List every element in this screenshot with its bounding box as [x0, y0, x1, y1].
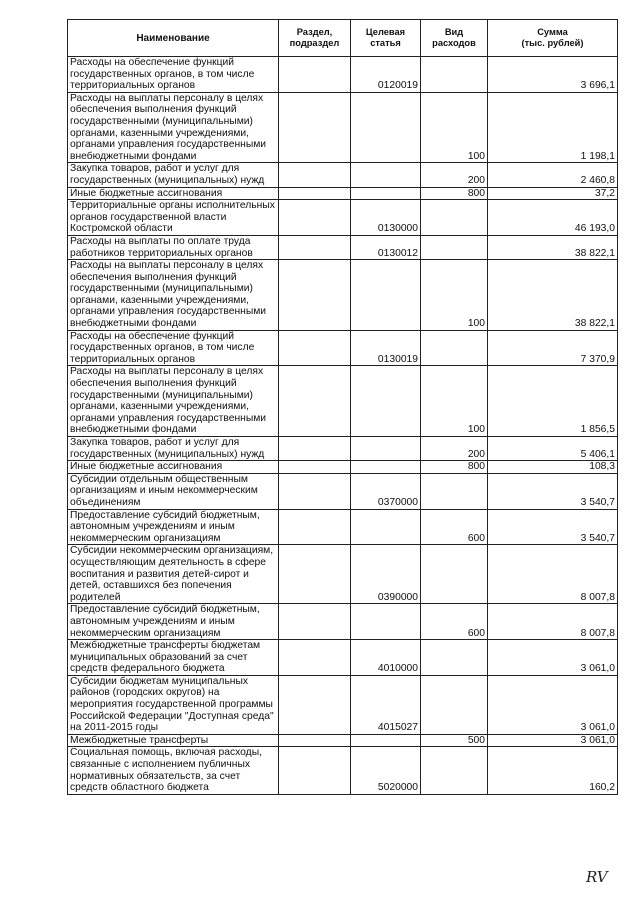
row-section-cell — [279, 604, 351, 640]
row-name-cell: Территориальные органы исполнительных органов государственной власти Костромской области — [68, 200, 279, 236]
row-article-cell — [351, 461, 421, 474]
row-name-cell: Межбюджетные трансферты — [68, 734, 279, 747]
row-section-cell — [279, 200, 351, 236]
row-article-cell: 4015027 — [351, 675, 421, 734]
row-expense-type-cell: 100 — [421, 92, 488, 163]
row-article-cell — [351, 92, 421, 163]
table-row — [68, 260, 618, 331]
row-section-cell — [279, 640, 351, 676]
row-article-cell: 4010000 — [351, 640, 421, 676]
table-row — [68, 330, 618, 366]
row-name-cell: Закупка товаров, работ и услуг для государственных (муниципальных) нужд — [68, 437, 279, 461]
row-expense-type-cell — [421, 235, 488, 259]
row-section-cell — [279, 509, 351, 545]
header-amount — [488, 20, 618, 57]
row-amount-cell: 37,2 — [488, 187, 618, 200]
row-amount-cell: 46 193,0 — [488, 200, 618, 236]
row-section-cell — [279, 366, 351, 437]
row-name-cell: Межбюджетные трансферты бюджетам муниципальных образований за счет средств федерального бюджета — [68, 640, 279, 676]
row-article-cell — [351, 260, 421, 331]
row-article-cell — [351, 366, 421, 437]
row-section-cell — [279, 235, 351, 259]
table-body — [68, 57, 618, 795]
row-article-cell — [351, 604, 421, 640]
row-expense-type-cell — [421, 640, 488, 676]
row-section-cell — [279, 675, 351, 734]
row-article-cell: 0390000 — [351, 545, 421, 604]
row-name-cell: Субсидии некоммерческим организациям, осуществляющим деятельность в сфере воспитания и развития детей-сирот и детей, оставшихся без попечения родителей — [68, 545, 279, 604]
row-article-cell — [351, 187, 421, 200]
row-name-cell: Субсидии бюджетам муниципальных районов (городских округов) на мероприятия государственной программы Российской Федерации "Доступная среда" на 2011-2015 годы — [68, 675, 279, 734]
row-article-cell: 0120019 — [351, 57, 421, 93]
header-section — [279, 20, 351, 57]
row-name-cell: Расходы на выплаты персоналу в целях обеспечения выполнения функций государственными (муниципальными) органами, казенными учреждениями, органами управления государственными внебюджетными фондами — [68, 92, 279, 163]
table-row — [68, 92, 618, 163]
row-amount-cell: 3 061,0 — [488, 734, 618, 747]
row-article-cell: 0370000 — [351, 473, 421, 509]
header-expense-type — [421, 20, 488, 57]
row-article-cell — [351, 437, 421, 461]
header-name: Наименование — [68, 20, 279, 57]
budget-table — [67, 19, 618, 795]
header-section-line2: подраздел — [289, 38, 340, 48]
row-expense-type-cell: 500 — [421, 734, 488, 747]
table-row — [68, 640, 618, 676]
row-expense-type-cell: 100 — [421, 260, 488, 331]
table-row — [68, 675, 618, 734]
row-amount-cell: 8 007,8 — [488, 545, 618, 604]
row-name-cell: Расходы на выплаты по оплате труда работников территориальных органов — [68, 235, 279, 259]
row-section-cell — [279, 92, 351, 163]
row-amount-cell: 8 007,8 — [488, 604, 618, 640]
row-article-cell: 0130019 — [351, 330, 421, 366]
row-amount-cell: 1 198,1 — [488, 92, 618, 163]
row-name-cell: Субсидии отдельным общественным организациям и иным некоммерческим объединениям — [68, 473, 279, 509]
table-row — [68, 473, 618, 509]
header-amount-line1: Сумма — [537, 27, 568, 37]
row-expense-type-cell: 800 — [421, 461, 488, 474]
row-article-cell — [351, 163, 421, 187]
table-row — [68, 545, 618, 604]
row-expense-type-cell: 200 — [421, 163, 488, 187]
row-amount-cell: 108,3 — [488, 461, 618, 474]
header-section-line1: Раздел, — [296, 27, 333, 37]
row-amount-cell: 5 406,1 — [488, 437, 618, 461]
row-section-cell — [279, 187, 351, 200]
header-article-line2: статья — [370, 38, 401, 48]
row-article-cell: 0130012 — [351, 235, 421, 259]
row-name-cell: Расходы на выплаты персоналу в целях обеспечения выполнения функций государственными (муниципальными) органами, казенными учреждениями, органами управления государственными внебюджетными фондами — [68, 366, 279, 437]
row-expense-type-cell: 600 — [421, 604, 488, 640]
row-name-cell: Предоставление субсидий бюджетным, автономным учреждениям и иным некоммерческим организациям — [68, 509, 279, 545]
row-expense-type-cell: 600 — [421, 509, 488, 545]
header-amount-line2: (тыс. рублей) — [521, 38, 584, 48]
row-expense-type-cell — [421, 545, 488, 604]
row-section-cell — [279, 545, 351, 604]
row-amount-cell: 38 822,1 — [488, 235, 618, 259]
row-amount-cell: 3 061,0 — [488, 640, 618, 676]
row-name-cell: Социальная помощь, включая расходы, связанные с исполнением публичных нормативных обязательств, за счет средств областного бюджета — [68, 747, 279, 794]
row-section-cell — [279, 473, 351, 509]
table-row — [68, 235, 618, 259]
row-amount-cell: 160,2 — [488, 747, 618, 794]
table-row — [68, 734, 618, 747]
row-name-cell: Расходы на обеспечение функций государственных органов, в том числе территориальных органов — [68, 57, 279, 93]
row-amount-cell: 38 822,1 — [488, 260, 618, 331]
row-expense-type-cell: 200 — [421, 437, 488, 461]
row-amount-cell: 1 856,5 — [488, 366, 618, 437]
row-section-cell — [279, 163, 351, 187]
row-section-cell — [279, 57, 351, 93]
row-amount-cell: 3 540,7 — [488, 473, 618, 509]
row-section-cell — [279, 461, 351, 474]
row-expense-type-cell — [421, 747, 488, 794]
header-expense-type-line2: расходов — [432, 38, 476, 48]
header-article — [351, 20, 421, 57]
row-amount-cell: 3 061,0 — [488, 675, 618, 734]
row-article-cell — [351, 734, 421, 747]
table-row — [68, 163, 618, 187]
row-expense-type-cell: 800 — [421, 187, 488, 200]
table-row — [68, 604, 618, 640]
row-section-cell — [279, 747, 351, 794]
row-article-cell — [351, 509, 421, 545]
row-section-cell — [279, 734, 351, 747]
table-row — [68, 461, 618, 474]
table-row — [68, 747, 618, 794]
row-expense-type-cell — [421, 473, 488, 509]
row-amount-cell: 3 540,7 — [488, 509, 618, 545]
row-section-cell — [279, 330, 351, 366]
row-section-cell — [279, 437, 351, 461]
row-expense-type-cell — [421, 200, 488, 236]
row-article-cell: 0130000 — [351, 200, 421, 236]
handwritten-signature: RV — [586, 868, 608, 886]
row-expense-type-cell — [421, 330, 488, 366]
table-row — [68, 187, 618, 200]
row-article-cell: 5020000 — [351, 747, 421, 794]
row-expense-type-cell — [421, 57, 488, 93]
table-row — [68, 509, 618, 545]
header-article-line1: Целевая — [365, 27, 406, 37]
row-expense-type-cell — [421, 675, 488, 734]
row-name-cell: Расходы на обеспечение функций государственных органов, в том числе территориальных органов — [68, 330, 279, 366]
row-amount-cell: 3 696,1 — [488, 57, 618, 93]
row-name-cell: Иные бюджетные ассигнования — [68, 461, 279, 474]
header-expense-type-line1: Вид — [444, 27, 464, 37]
table-row — [68, 57, 618, 93]
table-row — [68, 200, 618, 236]
row-expense-type-cell: 100 — [421, 366, 488, 437]
row-amount-cell: 2 460,8 — [488, 163, 618, 187]
row-name-cell: Предоставление субсидий бюджетным, автономным учреждениям и иным некоммерческим организациям — [68, 604, 279, 640]
row-name-cell: Закупка товаров, работ и услуг для государственных (муниципальных) нужд — [68, 163, 279, 187]
row-name-cell: Расходы на выплаты персоналу в целях обеспечения выполнения функций государственными (муниципальными) органами, казенными учреждениями, органами управления государственными внебюджетными фондами — [68, 260, 279, 331]
table-row — [68, 366, 618, 437]
row-name-cell: Иные бюджетные ассигнования — [68, 187, 279, 200]
row-section-cell — [279, 260, 351, 331]
table-header-row — [68, 20, 618, 57]
row-amount-cell: 7 370,9 — [488, 330, 618, 366]
table-row — [68, 437, 618, 461]
